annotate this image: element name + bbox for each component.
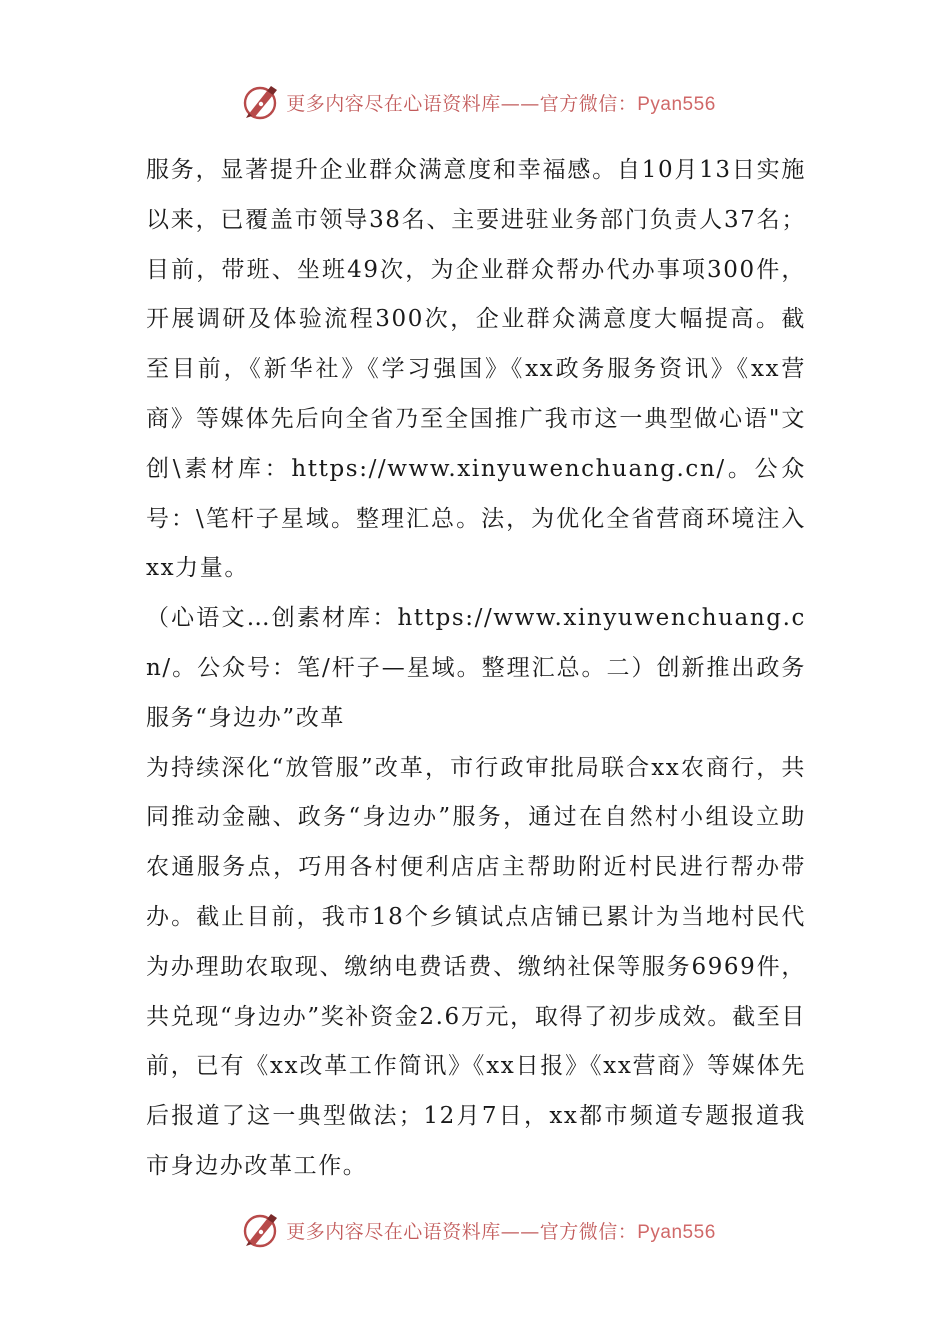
paragraph-3: 为持续深化“放管服”改革，市行政审批局联合xx农商行，共同推动金融、政务“身边办”服务，通过在自然村小组设立助农通服务点，巧用各村便利店店主帮助附近村民进行帮办带办。截止目前，我市18个乡镇试点店铺已累计为当地村民代为办理助农取现、缴纳电费话费、缴纳社保等服务6969件，共兑现“身边办”奖补资金2.6万元，取得了初步成效。截至目前，已有《xx改革工作简讯》《xx日报》《xx营商》等媒体先后报道了这一典型做法；12月7日，xx都市频道专题报道我市身边办改革工作。 <box>146 754 806 1179</box>
banner-separator: —— <box>500 92 540 115</box>
banner-wechat-id: Pyan556 <box>637 93 716 115</box>
document-body <box>146 146 806 1192</box>
paragraph-1: 服务，显著提升企业群众满意度和幸福感。自10月13日实施以来，已覆盖市领导38名、主要进驻业务部门负责人37名；目前，带班、坐班49次，为企业群众帮办代办事项300件，开展调研及体验流程300次，企业群众满意度大幅提高。截至目前，《新华社》《学习强国》《xx政务服务资讯》《xx营商》等媒体先后向全省乃至全国推广我市这一典型做心语"文创\素材库：https://www.xinyuwenchuang.cn/。公众号：\笔杆子星域。整理汇总。法，为优化全省营商环境注入xx力量。 <box>146 157 806 582</box>
footer-banner <box>0 1208 950 1252</box>
banner-main-text: 更多内容尽在心语资料库 <box>286 1220 501 1243</box>
banner-wechat-id: Pyan556 <box>637 1221 716 1243</box>
footer-banner-inner <box>240 1210 716 1250</box>
paragraph-2: （心语文…创素材库：https://www.xinyuwenchuang.cn/。公众号：笔/杆子—星域。整理汇总。二）创新推出政务服务“身边办”改革 <box>146 605 806 731</box>
banner-label-text: 官方微信： <box>539 92 638 115</box>
pen-nib-logo-icon <box>240 1210 280 1250</box>
pen-nib-logo-icon <box>240 82 280 122</box>
header-banner-text <box>286 89 716 116</box>
header-banner <box>0 80 950 124</box>
banner-label-text: 官方微信： <box>539 1220 638 1243</box>
footer-banner-text <box>286 1217 716 1244</box>
header-banner-inner <box>240 82 716 122</box>
banner-main-text: 更多内容尽在心语资料库 <box>286 92 501 115</box>
banner-separator: —— <box>500 1220 540 1243</box>
